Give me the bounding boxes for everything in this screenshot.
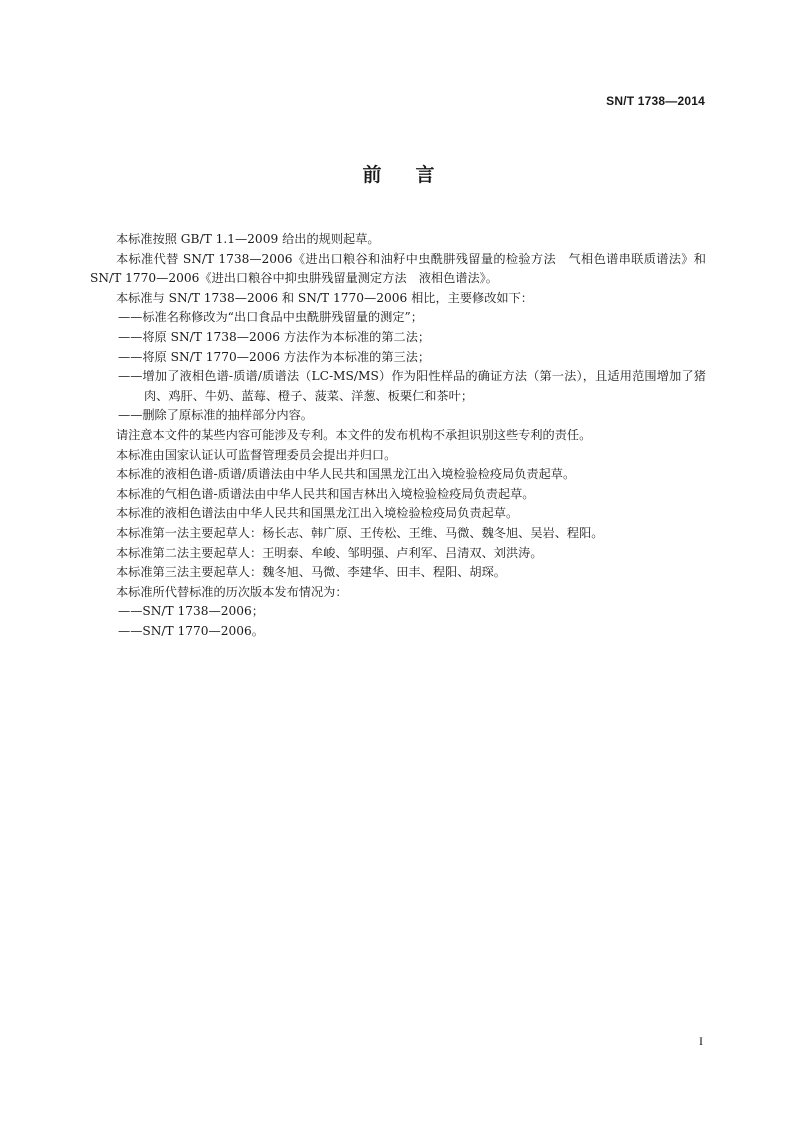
change-item-sampling-removed: ——删除了原标准的抽样部分内容。 [118,408,313,423]
paragraph-authors-method-3: 本标准第三法主要起草人：魏冬旭、马微、李建华、田丰、程阳、胡琛。 [116,565,506,580]
change-item-title: ——标准名称修改为“出口食品中虫酰肼残留量的测定”； [118,310,423,325]
paragraph-changes-intro: 本标准与 SN/T 1738—2006 和 SN/T 1770—2006 相比，主要修改如下： [116,290,533,305]
paragraph-patent-notice: 请注意本文件的某些内容可能涉及专利。本文件的发布机构不承担识别这些专利的责任。 [116,427,592,442]
paragraph-replaces: 本标准代替 SN/T 1738—2006《进出口粮谷和油籽中虫酰肼残留量的检验方法 气相色谱串联质谱法》和 SN/T 1770—2006《进出口粮谷中抑虫肼残留量测定方法 液相色谱法》。 [90,251,706,286]
page-number: I [699,1034,703,1048]
change-item-lcmsms: ——增加了液相色谱-质谱/质谱法（LC-MS/MS）作为阳性样品的确证方法（第一法），且适用范围增加了猪肉、鸡肝、牛奶、蓝莓、橙子、菠菜、洋葱、板栗仁和茶叶； [118,369,706,403]
paragraph-drafter-lc: 本标准的液相色谱法由中华人民共和国黑龙江出入境检验检疫局负责起草。 [116,506,519,521]
paragraph-drafting-rules: 本标准按照 GB/T 1.1—2009 给出的规则起草。 [116,232,380,246]
paragraph-history-intro: 本标准所代替标准的历次版本发布情况为： [116,584,348,599]
foreword-body [90,230,706,641]
standard-code: SN/T 1738—2014 [606,94,705,108]
paragraph-drafter-lcmsms: 本标准的液相色谱-质谱/质谱法由中华人民共和国黑龙江出入境检验检疫局负责起草。 [116,467,576,482]
history-item-1738: ——SN/T 1738—2006； [118,604,264,619]
change-item-third-method: ——将原 SN/T 1770—2006 方法作为本标准的第三法； [118,349,431,364]
paragraph-proposer: 本标准由国家认证认可监督管理委员会提出并归口。 [116,447,397,462]
page-title: 前言 [362,164,469,186]
paragraph-authors-method-1: 本标准第一法主要起草人：杨长志、韩广原、王传松、王维、马微、魏冬旭、吴岩、程阳。 [116,525,604,540]
change-item-second-method: ——将原 SN/T 1738—2006 方法作为本标准的第二法； [118,329,431,344]
history-item-1770: ——SN/T 1770—2006。 [118,623,264,638]
paragraph-drafter-gcms: 本标准的气相色谱-质谱法由中华人民共和国吉林出入境检验检疫局负责起草。 [116,486,535,501]
paragraph-authors-method-2: 本标准第二法主要起草人：王明泰、牟峻、邹明强、卢利军、吕清双、刘洪涛。 [116,545,543,560]
